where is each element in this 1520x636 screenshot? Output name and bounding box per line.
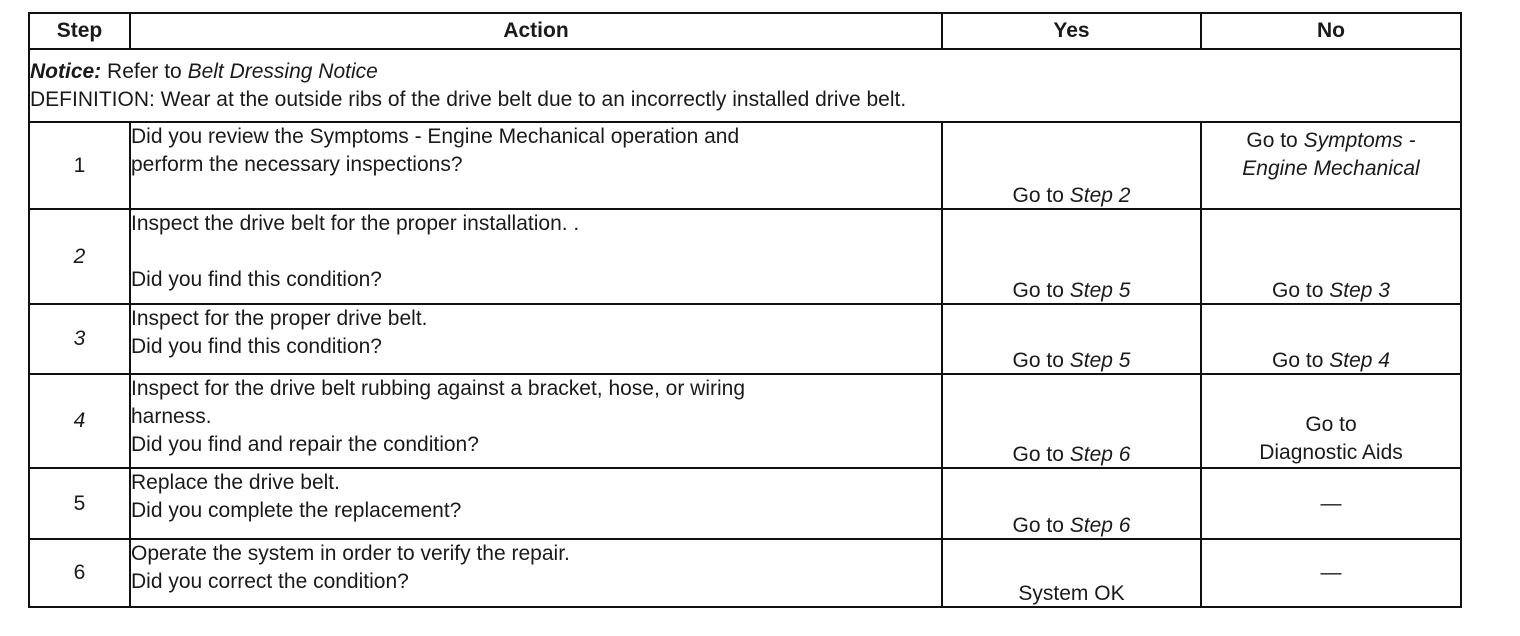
- step-number: 5: [29, 468, 130, 539]
- table-row: [29, 374, 1461, 468]
- no-dash: —: [1320, 491, 1342, 515]
- no-cell: [1201, 209, 1461, 304]
- action-line: perform the necessary inspections?: [131, 153, 463, 176]
- step-number: 6: [29, 539, 130, 607]
- yes-cell: [942, 304, 1201, 374]
- table-row: [29, 209, 1461, 304]
- action-line: Did you complete the replacement?: [131, 499, 462, 522]
- header-row: [29, 13, 1461, 49]
- no-cell: [1201, 468, 1461, 539]
- yes-step-link: Step 5: [1069, 279, 1131, 302]
- action-line: Did you find this condition?: [131, 268, 382, 291]
- action-line: Inspect for the drive belt rubbing against a bracket, hose, or wiring: [131, 377, 746, 400]
- yes-prefix: Go to: [1012, 184, 1064, 207]
- no-step-link: Step 3: [1329, 279, 1390, 302]
- action-line: Did you correct the condition?: [131, 570, 409, 593]
- notice-label: Notice:: [30, 59, 102, 83]
- notice-link: Belt Dressing Notice: [187, 59, 378, 83]
- yes-prefix: Go to: [1012, 279, 1064, 302]
- header-step: Step: [29, 13, 130, 49]
- notice-text: Refer to: [107, 59, 182, 83]
- yes-step-link: Step 2: [1069, 184, 1131, 207]
- action-cell: [130, 209, 942, 304]
- no-cell: [1201, 122, 1461, 209]
- header-yes: Yes: [942, 13, 1201, 49]
- action-cell: [130, 468, 942, 539]
- no-dash: —: [1320, 561, 1342, 584]
- yes-cell: [942, 209, 1201, 304]
- action-line: Inspect the drive belt for the proper installation. .: [131, 212, 580, 235]
- table-row: [29, 468, 1461, 539]
- notice-cell: [29, 49, 1461, 122]
- definition-text: DEFINITION: Wear at the outside ribs of the drive belt due to an incorrectly installed drive belt.: [30, 87, 907, 111]
- table-row: [29, 122, 1461, 209]
- no-prefix: Go to: [1272, 349, 1324, 372]
- no-cell: [1201, 374, 1461, 468]
- notice-row: [29, 49, 1461, 122]
- action-line: Did you find and repair the condition?: [131, 433, 479, 456]
- table-row: [29, 539, 1461, 607]
- action-line: Did you find this condition?: [131, 335, 382, 358]
- yes-cell: [942, 374, 1201, 468]
- yes-cell: [942, 122, 1201, 209]
- action-cell: [130, 122, 942, 209]
- action-cell: [130, 539, 942, 607]
- no-ref-link: Symptoms -: [1303, 129, 1416, 152]
- no-step-link: Step 4: [1329, 349, 1390, 372]
- yes-cell: [942, 539, 1201, 607]
- diagnostic-table: [28, 12, 1462, 608]
- no-ref-link-2: Engine Mechanical: [1242, 157, 1420, 180]
- no-line-1: Go to: [1305, 413, 1357, 436]
- yes-step-link: Step 6: [1069, 443, 1131, 466]
- no-prefix: Go to: [1246, 129, 1298, 152]
- action-cell: [130, 374, 942, 468]
- header-action: Action: [130, 13, 942, 49]
- yes-prefix: Go to: [1012, 443, 1064, 466]
- no-line-2: Diagnostic Aids: [1259, 441, 1403, 464]
- yes-cell: [942, 468, 1201, 539]
- action-line: Replace the drive belt.: [131, 471, 340, 494]
- step-number: 3: [29, 304, 130, 374]
- table-row: [29, 304, 1461, 374]
- action-line: harness.: [131, 405, 212, 428]
- yes-step-link: Step 6: [1069, 514, 1131, 537]
- yes-step-link: Step 5: [1069, 349, 1131, 372]
- yes-result: System OK: [1018, 582, 1125, 605]
- header-no: No: [1201, 13, 1461, 49]
- action-line: Did you review the Symptoms - Engine Mechanical operation and: [131, 125, 740, 148]
- no-cell: [1201, 539, 1461, 607]
- step-number: 2: [29, 209, 130, 304]
- action-cell: [130, 304, 942, 374]
- step-number: 1: [29, 122, 130, 209]
- no-cell: [1201, 304, 1461, 374]
- step-number: 4: [29, 374, 130, 468]
- yes-prefix: Go to: [1012, 349, 1064, 372]
- action-line: Operate the system in order to verify the repair.: [131, 542, 570, 565]
- action-line: Inspect for the proper drive belt.: [131, 307, 428, 330]
- yes-prefix: Go to: [1012, 514, 1064, 537]
- no-prefix: Go to: [1272, 279, 1324, 302]
